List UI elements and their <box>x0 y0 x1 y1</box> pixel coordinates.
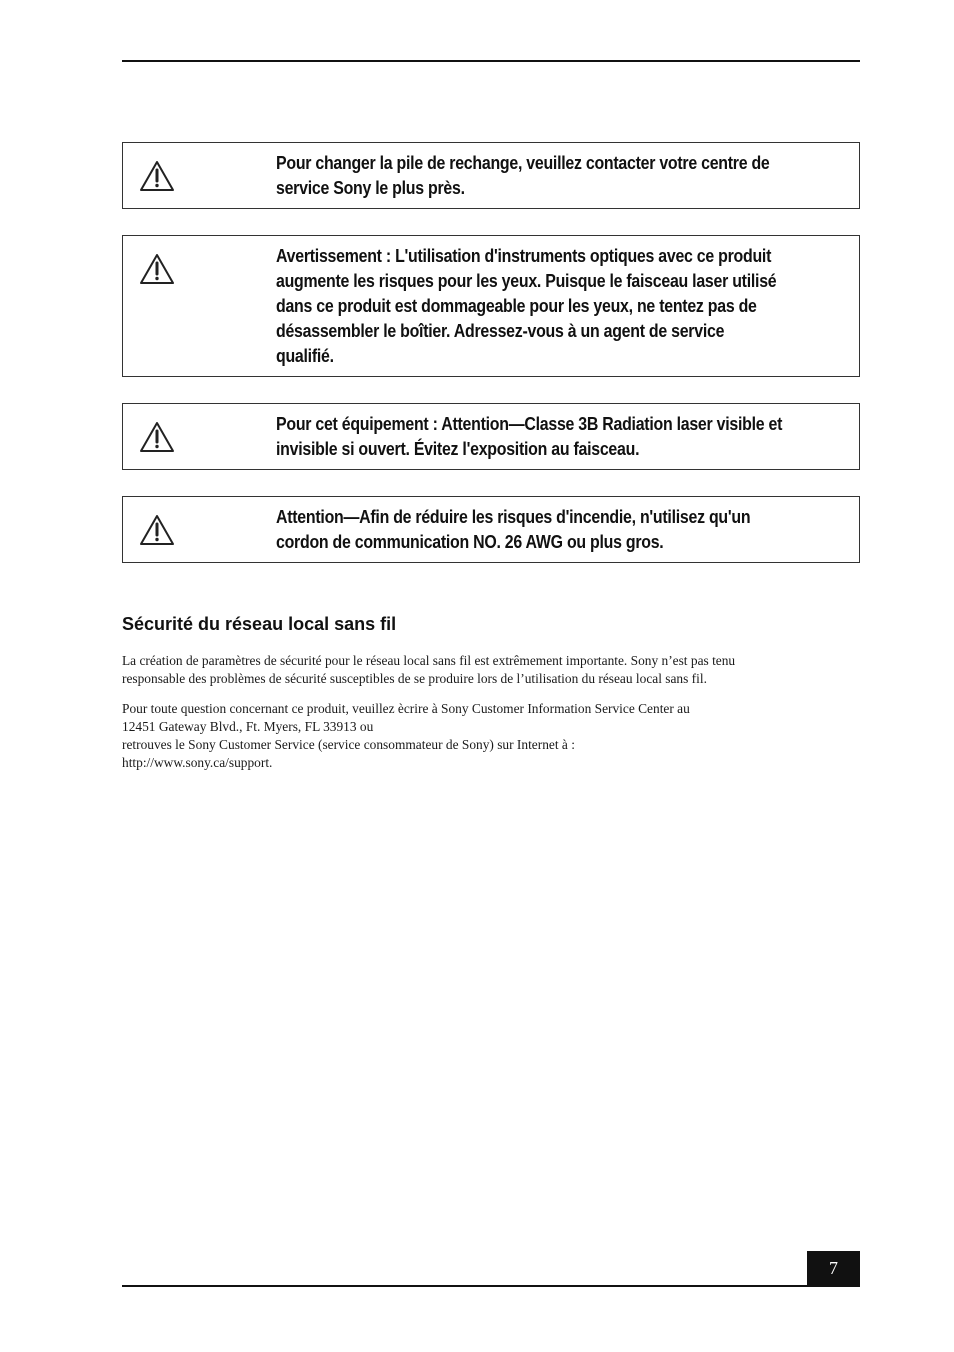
wlan-security-paragraph <box>122 652 862 688</box>
warning-line: cordon de communication NO. 26 AWG ou plus gros. <box>276 531 664 552</box>
warning-box-laser-optics <box>122 235 860 377</box>
warning-line: augmente les risques pour les yeux. Puisque le faisceau laser utilisé <box>276 270 777 291</box>
warning-line: Pour cet équipement : Attention—Classe 3B Radiation laser visible et <box>276 413 783 434</box>
footer-rule <box>122 1285 860 1287</box>
page-number: 7 <box>807 1251 860 1286</box>
warning-triangle-icon <box>139 253 175 285</box>
section-heading: Sécurité du réseau local sans fil <box>122 614 397 634</box>
paragraph-line: La création de paramètres de sécurité pour le réseau local sans fil est extrêmement importante. Sony n’est pas tenu <box>122 653 736 668</box>
warning-triangle-icon <box>139 514 175 546</box>
warning-triangle-icon <box>139 160 175 192</box>
warning-text <box>276 150 852 200</box>
paragraph-line: Pour toute question concernant ce produit, veuillez ècrire à Sony Customer Information Service Center au <box>122 701 690 716</box>
warning-line: invisible si ouvert. Évitez l'exposition au faisceau. <box>276 438 640 459</box>
warning-box-fire <box>122 496 860 563</box>
warning-text <box>276 504 852 554</box>
support-url[interactable]: http://www.sony.ca/support. <box>122 755 273 770</box>
paragraph-line: 12451 Gateway Blvd., Ft. Myers, FL 33913 ou <box>122 719 374 734</box>
warning-line: Pour changer la pile de rechange, veuillez contacter votre centre de <box>276 152 770 173</box>
warning-line: Avertissement : L'utilisation d'instruments optiques avec ce produit <box>276 245 772 266</box>
warning-line: qualifié. <box>276 345 334 366</box>
contact-paragraph <box>122 700 862 772</box>
warning-line: service Sony le plus près. <box>276 177 465 198</box>
warning-line: Attention—Afin de réduire les risques d'incendie, n'utilisez qu'un <box>276 506 751 527</box>
paragraph-line: retrouves le Sony Customer Service (service consommateur de Sony) sur Internet à : <box>122 737 575 752</box>
header-rule <box>122 60 860 62</box>
warning-box-battery <box>122 142 860 209</box>
warning-text <box>276 243 852 368</box>
warning-line: dans ce produit est dommageable pour les yeux, ne tentez pas de <box>276 295 757 316</box>
paragraph-line: responsable des problèmes de sécurité susceptibles de se produire lors de l’utilisation du réseau local sans fil. <box>122 671 707 686</box>
warning-triangle-icon <box>139 421 175 453</box>
warning-line: désassembler le boîtier. Adressez-vous à un agent de service <box>276 320 725 341</box>
warning-text <box>276 411 852 461</box>
warning-box-laser-class <box>122 403 860 470</box>
